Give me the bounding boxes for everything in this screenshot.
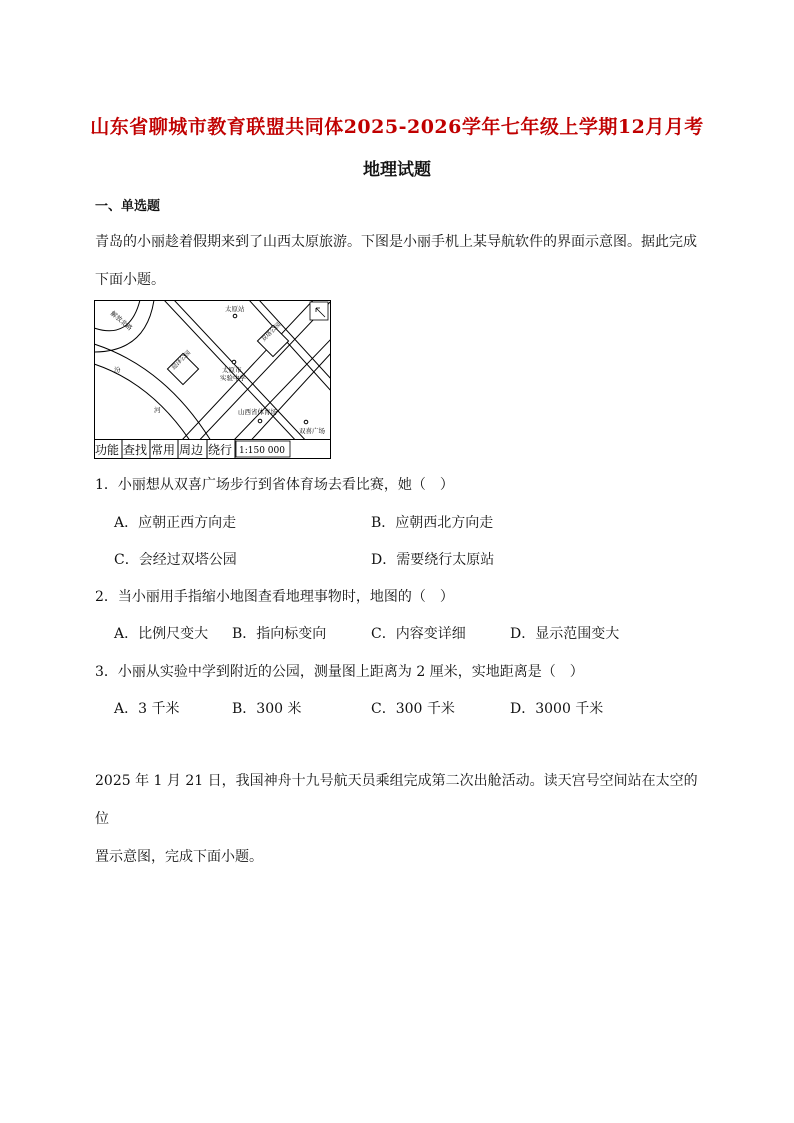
shuangxi-point <box>304 420 308 424</box>
navigation-map-figure <box>94 300 332 460</box>
map-label-twin-tower-park: 双塔公园 <box>260 321 283 344</box>
question-1-option-c[interactable]: C．会经过双塔公园 <box>114 552 237 568</box>
question-2-option-b[interactable]: B．指向标变向 <box>232 626 327 642</box>
map-label-stadium: 山西省体育场 <box>238 408 277 416</box>
passage-2-line-1: 2025 年 1 月 21 日，我国神舟十九号航天员乘组完成第二次出舱活动。读天宫号空间站在太空的位 <box>95 773 698 827</box>
question-2-option-d[interactable]: D．显示范围变大 <box>510 626 620 642</box>
question-1-option-a[interactable]: A．应朝正西方向走 <box>114 515 237 531</box>
question-2-stem: 2．当小丽用手指缩小地图查看地理事物时，地图的（ ） <box>95 589 454 605</box>
question-1-option-b[interactable]: B．应朝西北方向走 <box>371 515 494 531</box>
map-label-road: 解放北路 <box>108 309 134 333</box>
map-scale: 1:150 000 <box>239 446 285 456</box>
document-title: 山东省聊城市教育联盟共同体2025-2026学年七年级上学期12月月考 <box>90 116 704 138</box>
question-1-option-d[interactable]: D．需要绕行太原站 <box>371 552 495 568</box>
question-3-option-a[interactable]: A．3 千米 <box>114 701 180 717</box>
passage-2-line-2: 置示意图，完成下面小题。 <box>95 849 263 865</box>
question-2-option-a[interactable]: A．比例尺变大 <box>114 626 209 642</box>
map-tool-function[interactable]: 功能 <box>95 443 120 457</box>
map-tool-search[interactable]: 查找 <box>123 443 148 457</box>
map-label-taiyuan-station: 太原站 <box>225 305 245 313</box>
map-label-shuangxi: 双喜广场 <box>299 427 325 435</box>
map-label-school-line1: 太原市 <box>222 366 242 374</box>
passage-1-line-2: 下面小题。 <box>95 272 165 288</box>
question-3-option-c[interactable]: C．300 千米 <box>371 701 455 717</box>
map-label-river-1: 汾 <box>114 366 121 374</box>
map-label-school-line2: 实验中学 <box>220 374 246 382</box>
question-3-option-d[interactable]: D．3000 千米 <box>510 701 604 717</box>
passage-1 <box>95 223 705 299</box>
section-heading: 一、单选题 <box>95 199 161 214</box>
stadium-point <box>258 419 262 423</box>
question-3-option-b[interactable]: B．300 米 <box>232 701 302 717</box>
question-1-stem: 1．小丽想从双喜广场步行到省体育场去看比赛，她（ ） <box>95 477 454 493</box>
map-toolbar <box>95 440 331 459</box>
question-3-stem: 3．小丽从实验中学到附近的公园，测量图上距离为 2 厘米，实地距离是（ ） <box>95 664 584 680</box>
passage-1-line-1: 青岛的小丽趁着假期来到了山西太原旅游。下图是小丽手机上某导航软件的界面示意图。据此完成 <box>95 234 697 250</box>
map-tool-favorites[interactable]: 常用 <box>151 443 176 457</box>
school-point <box>232 360 236 364</box>
document-subtitle: 地理试题 <box>363 160 431 180</box>
map-tool-detour[interactable]: 绕行 <box>208 443 233 457</box>
question-2-option-c[interactable]: C．内容变详细 <box>371 626 466 642</box>
map-label-yingze-park: 迎泽公园 <box>170 349 193 372</box>
passage-2 <box>95 762 705 876</box>
map-tool-nearby[interactable]: 周边 <box>179 443 204 457</box>
taiyuan-station-point <box>233 314 237 318</box>
map-label-river-2: 河 <box>154 406 161 414</box>
